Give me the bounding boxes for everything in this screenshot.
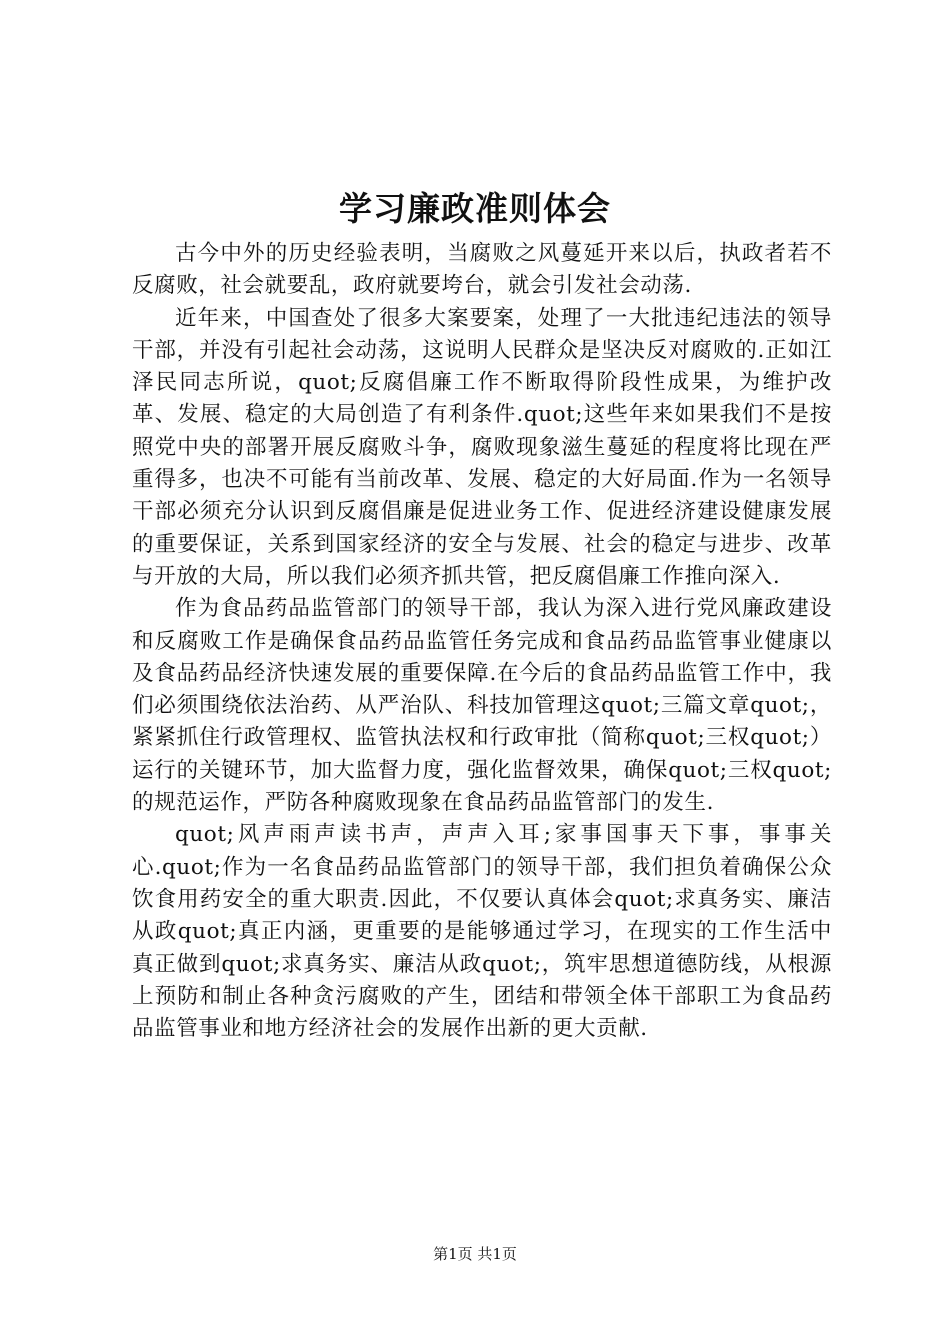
- paragraph-4: quot;风声雨声读书声，声声入耳;家事国事天下事，事事关心.quot;作为一名食品药品监管部门的领导干部，我们担负着确保公众饮食用药安全的重大职责.因此，不仅要认真体会quot;求真务实、廉洁从政quot;真正内涵，更重要的是能够通过学习，在现实的工作生活中真正做到quot;求真务实、廉洁从政quot;，筑牢思想道德防线，从根源上预防和制止各种贪污腐败的产生，团结和带领全体干部职工为食品药品监管事业和地方经济社会的发展作出新的更大贡献.: [132, 822, 832, 1042]
- paragraph-1: 古今中外的历史经验表明，当腐败之风蔓延开来以后，执政者若不反腐败，社会就要乱，政府就要垮台，就会引发社会动荡.: [132, 241, 832, 299]
- paragraph-2: 近年来，中国查处了很多大案要案，处理了一大批违纪违法的领导干部，并没有引起社会动荡，这说明人民群众是坚决反对腐败的.正如江泽民同志所说，quot;反腐倡廉工作不断取得阶段性成果，为维护改革、发展、稳定的大局创造了有利条件.quot;这些年来如果我们不是按照党中央的部署开展反腐败斗争，腐败现象滋生蔓延的程度将比现在严重得多，也决不可能有当前改革、发展、稳定的大好局面.作为一名领导干部必须充分认识到反腐倡廉是促进业务工作、促进经济建设健康发展的重要保证，关系到国家经济的安全与发展、社会的稳定与进步、改革与开放的大局，所以我们必须齐抓共管，把反腐倡廉工作推向深入.: [132, 305, 832, 589]
- page-footer: 第1页 共1页: [433, 1245, 517, 1263]
- paragraph-3: 作为食品药品监管部门的领导干部，我认为深入进行党风廉政建设和反腐败工作是确保食品药品监管任务完成和食品药品监管事业健康以及食品药品经济快速发展的重要保障.在今后的食品药品监管工作中，我们必须围绕依法治药、从严治队、科技加管理这quot;三篇文章quot;，紧紧抓住行政管理权、监管执法权和行政审批（简称quot;三权quot;）运行的关键环节，加大监督力度，强化监督效果，确保quot;三权quot;的规范运作，严防各种腐败现象在食品药品监管部门的发生.: [132, 596, 832, 816]
- document-title: 学习廉政准则体会: [339, 189, 611, 228]
- document-body: [132, 238, 832, 1045]
